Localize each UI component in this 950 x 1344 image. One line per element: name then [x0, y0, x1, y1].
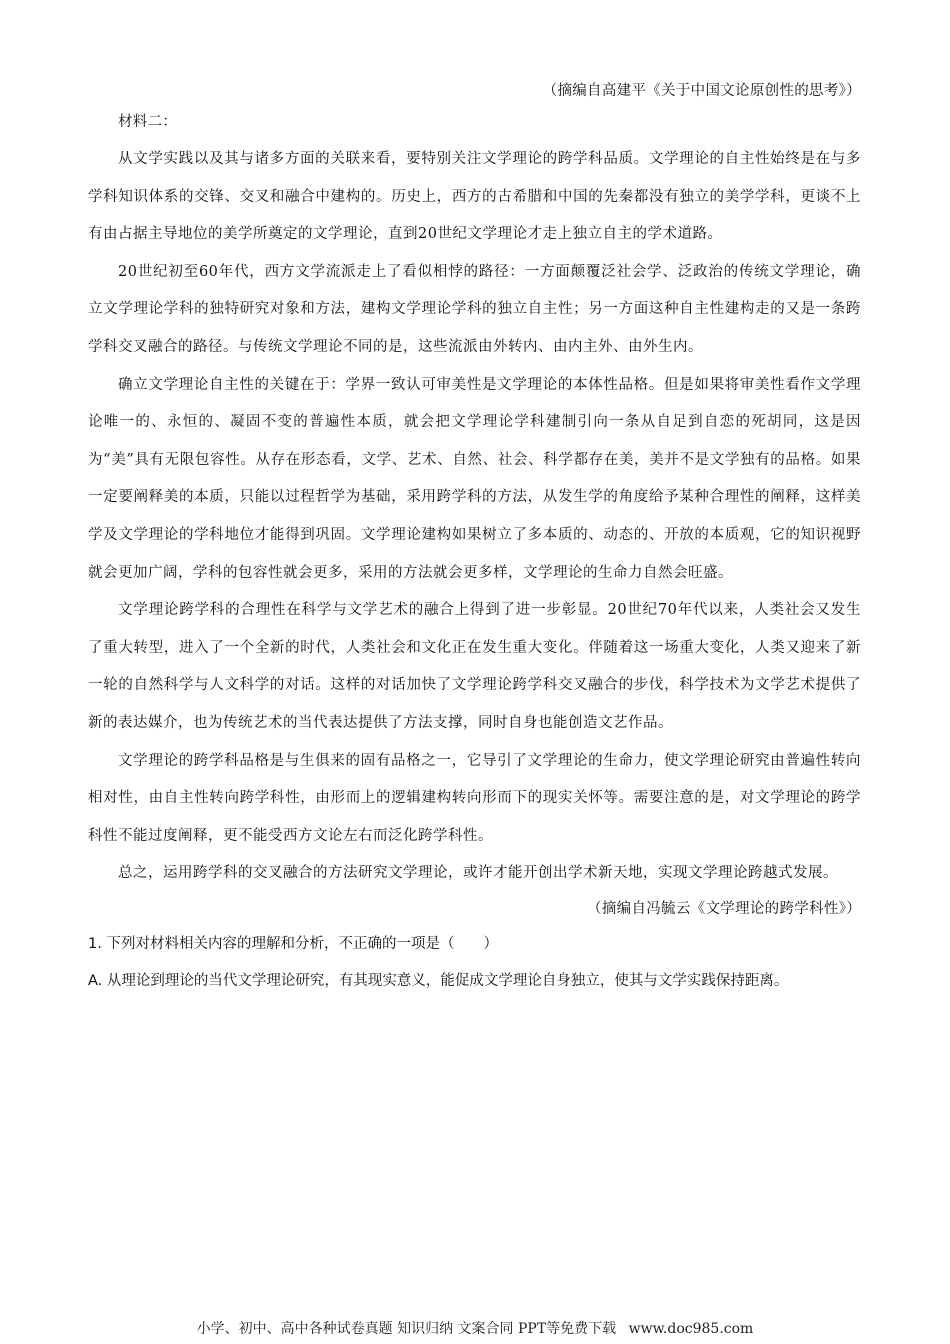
option-a: A. 从理论到理论的当代文学理论研究，有其现实意义，能促成文学理论自身独立，使其与文学实践保持距离。 — [88, 972, 789, 989]
paragraph: 从文学实践以及其与诸多方面的关联来看，要特别关注文学理论的跨学科品质。文学理论的自主性始终是在与多学科知识体系的交锋、交叉和融合中建构的。历史上，西方的古希腊和中国的先秦都没有独立的美学学科，更谈不上有由占据主导地位的美学所奠定的文学理论，直到20世纪文学理论才走上独立自主的学术道路。 — [88, 151, 861, 243]
footer — [0, 1318, 950, 1338]
paragraph: 文学理论跨学科的合理性在科学与文学艺术的融合上得到了进一步彰显。20世纪70年代以来，人类社会又发生了重大转型，进入了一个全新的时代，人类社会和文化正在发生重大变化。伴随着这一场重大变化，人类又迎来了新一轮的自然科学与人文科学的对话。这样的对话加快了文学理论跨学科交叉融合的步伐，科学技术为文学艺术提供了新的表达媒介，也为传统艺术的当代表达提供了方法支撑，同时自身也能创造文艺作品。 — [88, 602, 861, 731]
footer-site-link[interactable]: www.doc985.com — [628, 1321, 754, 1337]
paragraph: 文学理论的跨学科品格是与生俱来的固有品格之一，它导引了文学理论的生命力，使文学理论研究由普遍性转向相对性，由自主性转向跨学科性，由形而上的逻辑建构转向形而下的现实关怀等。需要注意的是，对文学理论的跨学科性不能过度阐释，更不能受西方文论左右而泛化跨学科性。 — [88, 752, 861, 844]
paragraph: 确立文学理论自主性的关键在于：学界一致认可审美性是文学理论的本体性品格。但是如果将审美性看作文学理论唯一的、永恒的、凝固不变的普遍性本质，就会把文学理论学科建制引向一条从自足到自恋的死胡同，这是因为“美”具有无限包容性。从存在形态看，文学、艺术、自然、社会、科学都存在美，美并不是文学独有的品格。如果一定要阐释美的本质，只能以过程哲学为基础，采用跨学科的方法，从发生学的角度给予某种合理性的阐释，这样美学及文学理论的学科地位才能得到巩固。文学理论建构如果树立了多本质的、动态的、开放的本质观，它的知识视野就会更加广阔，学科的包容性就会更多，采用的方法就会更多样，文学理论的生命力自然会旺盛。 — [88, 376, 861, 581]
paragraph: 总之，运用跨学科的交叉融合的方法研究文学理论，或许才能开创出学术新天地，实现文学理论跨越式发展。 — [118, 865, 838, 882]
paragraph: 20世纪初至60年代，西方文学流派走上了看似相悖的路径：一方面颠覆泛社会学、泛政治的传统文学理论，确立文学理论学科的独特研究对象和方法，建构文学理论学科的独立自主性；另一方面这种自主性建构走的又是一条跨学科交叉融合的路径。与传统文学理论不同的是，这些流派由外转内、由内主外、由外生内。 — [88, 263, 861, 355]
material-2-label: 材料二： — [118, 114, 178, 130]
footer-text: 小学、初中、高中各种试卷真题 知识归纳 文案合同 PPT等免费下载 — [196, 1321, 617, 1337]
document-body — [88, 78, 861, 1000]
source-citation-2: （摘编自冯毓云《文学理论的跨学科性》） — [587, 900, 861, 917]
source-citation-1: （摘编自高建平《关于中国文论原创性的思考》） — [542, 83, 861, 99]
question-stem: 1. 下列对材料相关内容的理解和分析，不正确的一项是（ ） — [88, 935, 498, 952]
